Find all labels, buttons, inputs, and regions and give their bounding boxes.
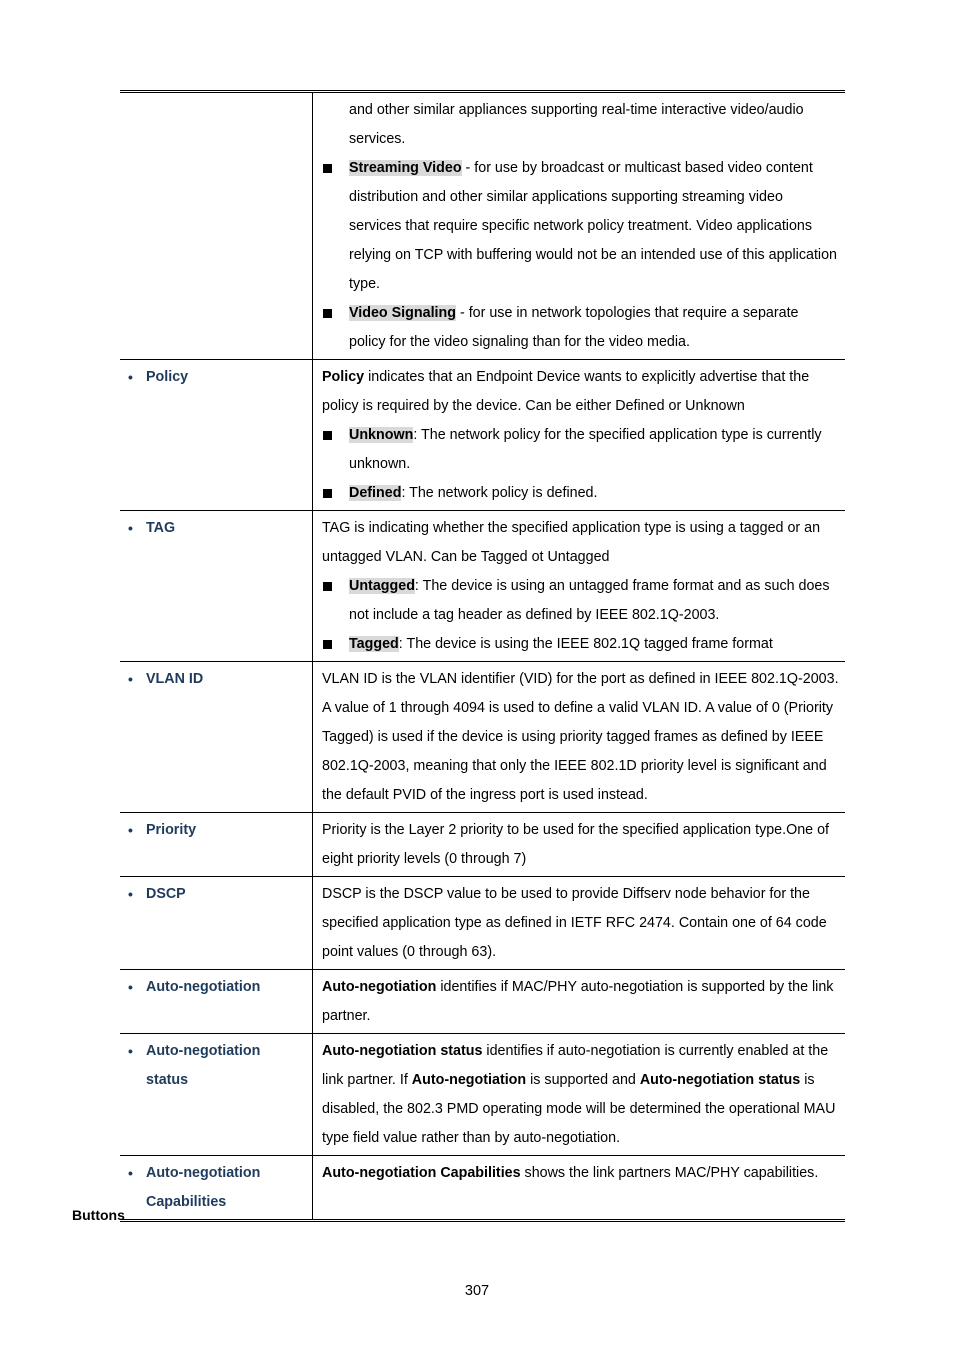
param-cell (120, 662, 313, 812)
square-bullet-icon (322, 572, 349, 630)
description-text: is disabled, the 802.3 PMD operating mode will be determined the operational MAU type field value rather than by auto-negotiation. (322, 1072, 836, 1146)
description-cell (313, 511, 845, 661)
description-text: shows the link partners MAC/PHY capabilities. (520, 1165, 819, 1181)
bullet-dot-icon: • (128, 671, 133, 687)
table-row (120, 661, 845, 812)
bold-term: Auto-negotiation status (639, 1072, 801, 1088)
description-cell (313, 1034, 845, 1155)
lead-term: Auto-negotiation (322, 979, 437, 995)
table-row (120, 359, 845, 510)
bullet-dot-icon: • (128, 1043, 133, 1059)
description-cell (313, 1156, 845, 1219)
bullet-item (322, 630, 839, 659)
bullet-term: Streaming Video (349, 160, 462, 176)
bullet-term: Defined (349, 485, 402, 501)
param-label: VLAN ID (146, 671, 204, 687)
square-bullet-icon (322, 479, 349, 508)
bullet-term: Video Signaling (349, 305, 456, 321)
param-label: Auto-negotiation Capabilities (146, 1165, 261, 1210)
description-cell (313, 877, 845, 969)
param-label: TAG (146, 520, 176, 536)
table-row (120, 93, 845, 359)
bullet-item (322, 479, 839, 508)
param-label: Priority (146, 822, 197, 838)
param-cell-empty (120, 93, 313, 359)
description-cell (313, 813, 845, 876)
bullet-text: : The network policy is defined. (401, 485, 598, 501)
param-cell (120, 813, 313, 876)
description-cell (313, 93, 845, 359)
description-cell (313, 970, 845, 1033)
param-label: Auto-negotiation (146, 979, 261, 995)
bullet-text: : The device is using the IEEE 802.1Q tagged frame format (398, 636, 773, 652)
description-text: identifies if auto-negotiation is currently enabled at the link partner. If (322, 1043, 829, 1088)
lead-term: Policy (322, 369, 365, 385)
bullet-dot-icon: • (128, 520, 133, 536)
bullet-dot-icon: • (128, 886, 133, 902)
table-row (120, 1033, 845, 1155)
bullet-text: - for use in network topologies that require a separate policy for the video signaling than for the video media. (349, 305, 799, 350)
param-cell (120, 511, 313, 661)
square-bullet-icon (322, 154, 349, 299)
continued-text: and other similar appliances supporting real-time interactive video/audio services. (349, 102, 804, 147)
description-text: TAG is indicating whether the specified application type is using a tagged or an untagged VLAN. Can be Tagged ot Untagged (322, 520, 821, 565)
bullet-item (322, 299, 839, 357)
table-row (120, 876, 845, 969)
bullet-text: - for use by broadcast or multicast based video content distribution and other similar applications supporting streaming video services that require specific network policy treatment. Video applications relying on TCP with buffering would not be an intended use of this application type. (349, 160, 838, 292)
bullet-term: Untagged (349, 578, 415, 594)
description-text: identifies if MAC/PHY auto-negotiation is supported by the link partner. (322, 979, 834, 1024)
param-cell (120, 970, 313, 1033)
description-text: VLAN ID is the VLAN identifier (VID) for the port as defined in IEEE 802.1Q-2003. A value of 1 through 4094 is used to define a valid VLAN ID. A value of 0 (Priority Tagged) is used if the device is using priority tagged frames as defined by IEEE 802.1Q-2003, meaning that only the IEEE 802.1D priority level is significant and the default PVID of the ingress port is used instead. (322, 671, 839, 803)
bullet-dot-icon: • (128, 822, 133, 838)
param-cell (120, 360, 313, 510)
param-cell (120, 1034, 313, 1155)
param-cell (120, 1156, 313, 1219)
bullet-item (322, 572, 839, 630)
section-heading: Buttons (72, 1207, 125, 1223)
description-cell (313, 360, 845, 510)
lead-term: Auto-negotiation status (322, 1043, 483, 1059)
bullet-item (322, 154, 839, 299)
square-bullet-icon (322, 630, 349, 659)
description-cell (313, 662, 845, 812)
bullet-dot-icon: • (128, 1165, 133, 1181)
bullet-term: Tagged (349, 636, 399, 652)
description-text: Priority is the Layer 2 priority to be used for the specified application type.One of eight priority levels (0 through 7) (322, 822, 830, 867)
table-row (120, 969, 845, 1033)
param-label: DSCP (146, 886, 186, 902)
parameter-table (120, 90, 845, 1222)
description-text: DSCP is the DSCP value to be used to provide Diffserv node behavior for the specified application type as defined in IETF RFC 2474. Contain one of 64 code point values (0 through 63). (322, 886, 827, 960)
bullet-item (322, 421, 839, 479)
param-cell (120, 877, 313, 969)
param-label: Auto-negotiation status (146, 1043, 261, 1088)
lead-term: Auto-negotiation Capabilities (322, 1165, 521, 1181)
bullet-term: Unknown (349, 427, 414, 443)
param-label: Policy (146, 369, 189, 385)
table-row (120, 812, 845, 876)
table-row (120, 510, 845, 661)
table-row (120, 1155, 845, 1219)
bullet-text: : The device is using an untagged frame format and as such does not include a tag header as defined by IEEE 802.1Q-2003. (349, 578, 830, 623)
bullet-dot-icon: • (128, 979, 133, 995)
square-bullet-icon (322, 299, 349, 357)
square-bullet-icon (322, 421, 349, 479)
description-text: is supported and (526, 1072, 640, 1088)
bullet-dot-icon: • (128, 369, 133, 385)
description-text: indicates that an Endpoint Device wants to explicitly advertise that the policy is required by the device. Can be either Defined or Unknown (322, 369, 810, 414)
bold-term: Auto-negotiation (411, 1072, 527, 1088)
page-number: 307 (464, 1283, 490, 1299)
bullet-text: : The network policy for the specified application type is currently unknown. (349, 427, 822, 472)
